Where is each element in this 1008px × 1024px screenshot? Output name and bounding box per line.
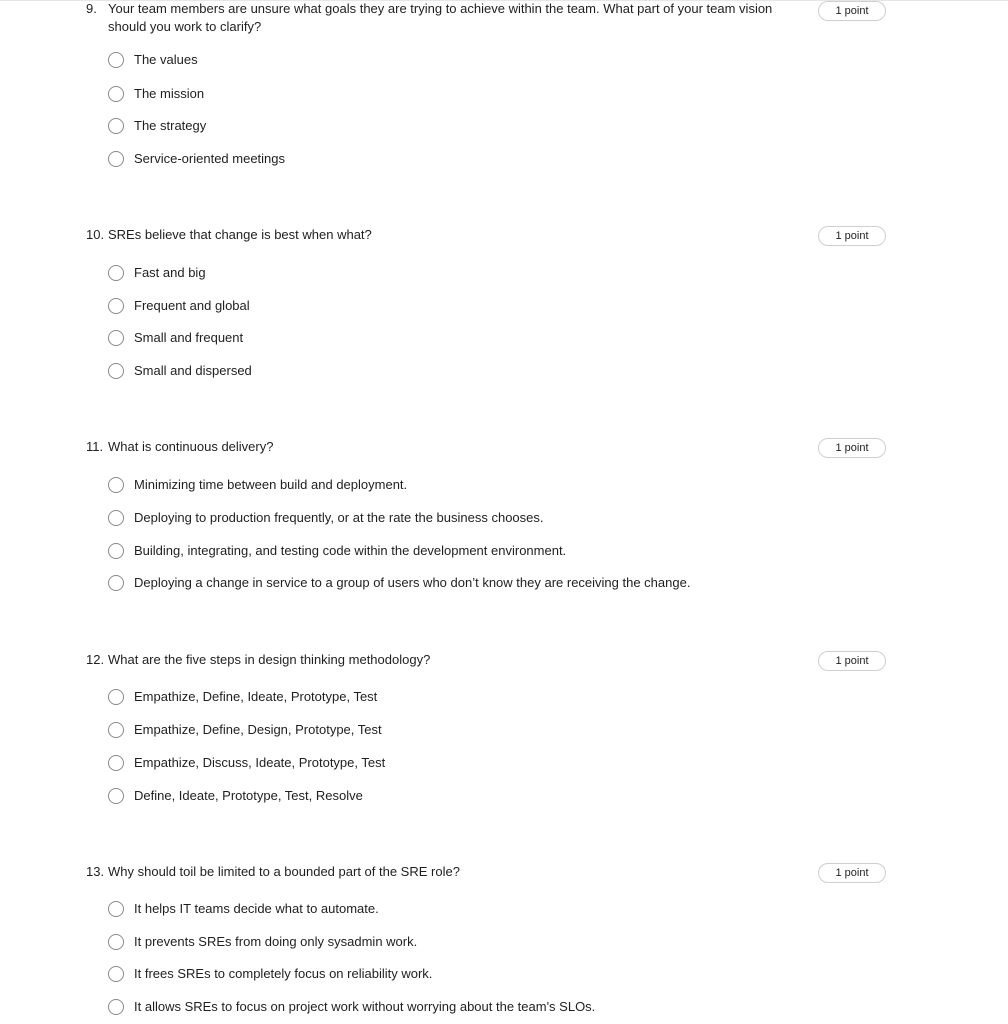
question-10 [0, 226, 1008, 378]
option-q11-2[interactable] [108, 508, 544, 528]
question-text: Why should toil be limited to a bounded part of the SRE role? [108, 864, 460, 879]
radio-button[interactable] [108, 722, 124, 738]
radio-button[interactable] [108, 363, 124, 379]
option-q12-1[interactable] [108, 687, 377, 707]
question-number: 11. [86, 439, 104, 454]
question-text: What are the five steps in design thinking methodology? [108, 652, 431, 667]
option-label: It frees SREs to completely focus on reliability work. [134, 966, 433, 981]
option-label: Frequent and global [134, 298, 250, 313]
option-label: Empathize, Define, Ideate, Prototype, Test [134, 689, 378, 704]
points-badge: 1 point [818, 863, 886, 883]
question-12 [0, 651, 1008, 803]
option-label: It prevents SREs from doing only sysadmin work. [134, 934, 418, 949]
option-label: Minimizing time between build and deployment. [134, 477, 408, 492]
radio-button[interactable] [108, 755, 124, 771]
option-q13-3[interactable] [108, 964, 432, 984]
radio-button[interactable] [108, 543, 124, 559]
option-label: It helps IT teams decide what to automate. [134, 901, 379, 916]
radio-button[interactable] [108, 118, 124, 134]
question-text: Your team members are unsure what goals they are trying to achieve within the team. What part of your team vision should you work to clarify? [108, 1, 773, 34]
option-label: Define, Ideate, Prototype, Test, Resolve [134, 788, 363, 803]
option-q9-3[interactable] [108, 116, 206, 136]
option-q10-4[interactable] [108, 361, 252, 381]
radio-button[interactable] [108, 510, 124, 526]
radio-button[interactable] [108, 999, 124, 1015]
option-q10-3[interactable] [108, 328, 243, 348]
option-q13-2[interactable] [108, 932, 417, 952]
option-q13-4[interactable] [108, 997, 595, 1017]
question-text: SREs believe that change is best when what? [108, 227, 372, 242]
question-text: What is continuous delivery? [108, 439, 274, 454]
question-number: 12. [86, 652, 105, 667]
radio-button[interactable] [108, 298, 124, 314]
question-13 [0, 863, 1008, 1014]
option-q10-1[interactable] [108, 263, 206, 283]
option-q12-2[interactable] [108, 720, 382, 740]
question-number: 10. [86, 227, 105, 242]
radio-button[interactable] [108, 151, 124, 167]
option-q9-4[interactable] [108, 149, 285, 169]
option-label: Empathize, Discuss, Ideate, Prototype, Test [134, 755, 386, 770]
option-q11-4[interactable] [108, 573, 690, 593]
option-q11-3[interactable] [108, 541, 566, 561]
option-label: The values [134, 52, 198, 67]
option-q11-1[interactable] [108, 475, 407, 495]
option-q9-1[interactable] [108, 50, 198, 70]
option-label: Fast and big [134, 265, 206, 280]
question-number: 13. [86, 864, 105, 879]
question-header [0, 438, 1008, 478]
radio-button[interactable] [108, 265, 124, 281]
points-badge: 1 point [818, 1, 886, 21]
option-q9-2[interactable] [108, 84, 204, 104]
points-badge: 1 point [818, 226, 886, 246]
radio-button[interactable] [108, 966, 124, 982]
question-9 [0, 0, 1008, 166]
option-q13-1[interactable] [108, 899, 379, 919]
option-q10-2[interactable] [108, 296, 250, 316]
question-header [0, 0, 1008, 40]
radio-button[interactable] [108, 86, 124, 102]
option-label: Deploying to production frequently, or at the rate the business chooses. [134, 510, 544, 525]
question-header [0, 863, 1008, 903]
option-q12-4[interactable] [108, 786, 363, 806]
option-label: Service-oriented meetings [134, 151, 286, 166]
question-11 [0, 438, 1008, 590]
option-label: Small and dispersed [134, 363, 252, 378]
option-q12-3[interactable] [108, 753, 385, 773]
radio-button[interactable] [108, 689, 124, 705]
option-label: Building, integrating, and testing code within the development environment. [134, 543, 567, 558]
option-label: The strategy [134, 118, 207, 133]
question-number: 9. [86, 1, 97, 16]
option-label: Small and frequent [134, 330, 244, 345]
question-header [0, 226, 1008, 266]
points-badge: 1 point [818, 438, 886, 458]
option-label: The mission [134, 86, 205, 101]
radio-button[interactable] [108, 901, 124, 917]
question-header [0, 651, 1008, 691]
radio-button[interactable] [108, 788, 124, 804]
option-label: It allows SREs to focus on project work without worrying about the team's SLOs. [134, 999, 596, 1014]
radio-button[interactable] [108, 52, 124, 68]
points-badge: 1 point [818, 651, 886, 671]
radio-button[interactable] [108, 575, 124, 591]
radio-button[interactable] [108, 477, 124, 493]
radio-button[interactable] [108, 330, 124, 346]
option-label: Empathize, Define, Design, Prototype, Test [134, 722, 382, 737]
option-label: Deploying a change in service to a group of users who don’t know they are receiving the change. [134, 575, 691, 590]
radio-button[interactable] [108, 934, 124, 950]
